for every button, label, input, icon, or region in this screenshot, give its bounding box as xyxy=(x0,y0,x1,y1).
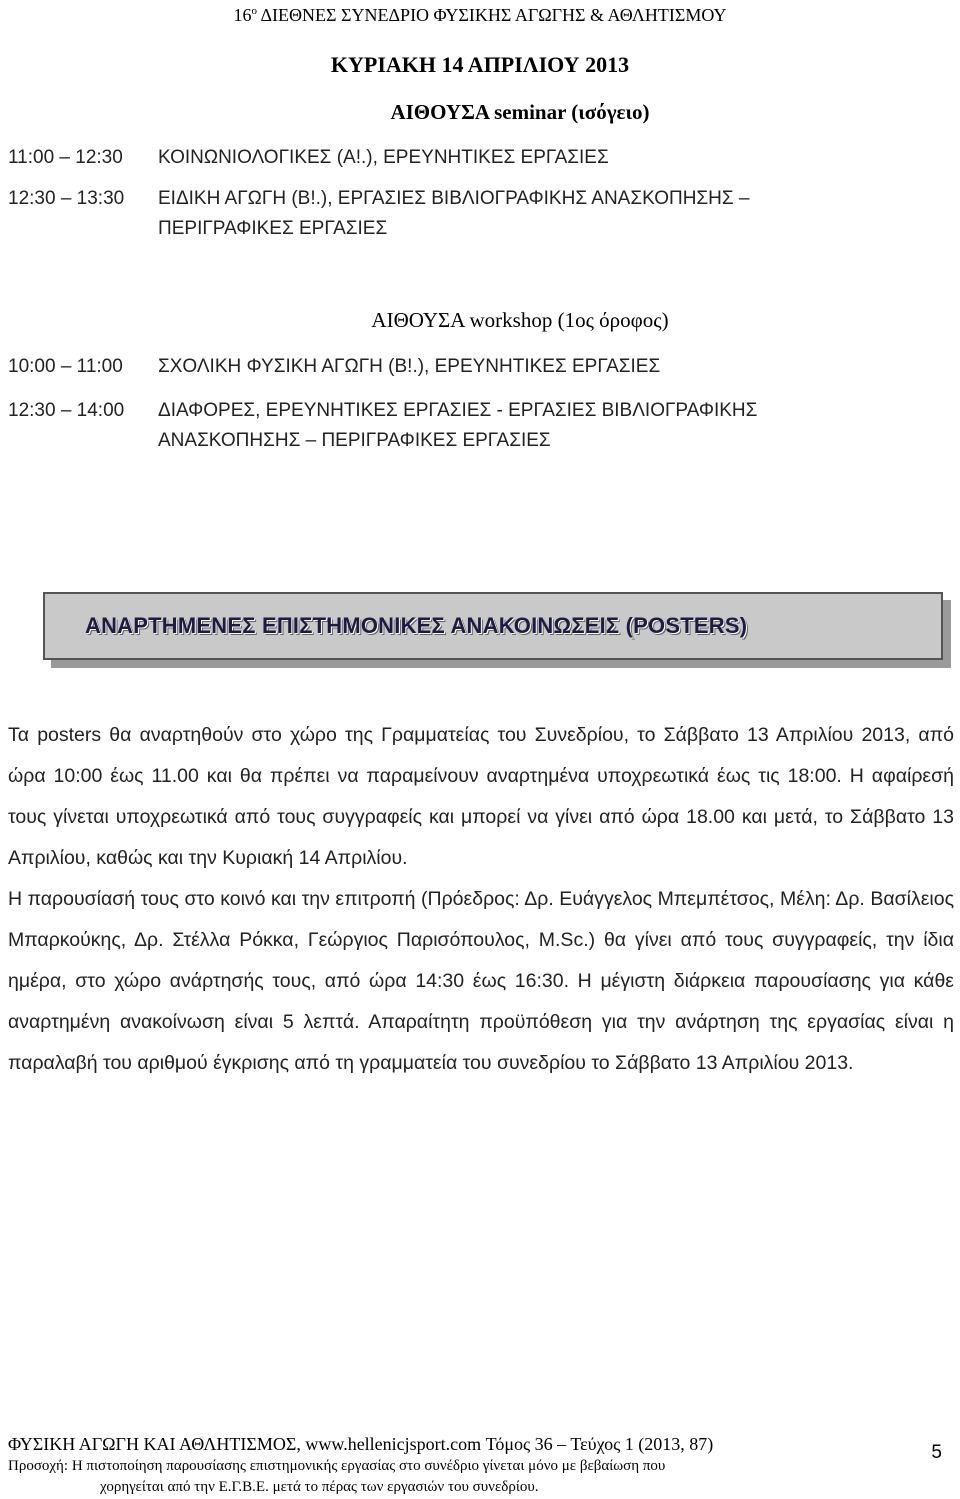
page-number: 5 xyxy=(931,1442,942,1463)
room1-title-bold: ΑΙΘΟΥΣΑ seminar xyxy=(390,100,567,124)
room2-session-2 xyxy=(8,396,958,456)
session-text-continued: ΠΕΡΙΓΡΑΦΙΚΕΣ ΕΡΓΑΣΙΕΣ xyxy=(158,218,388,239)
paragraph-schedule: Τα posters θα αναρτηθούν στο χώρο της Γραμματείας του Συνεδρίου, το Σάββατο 13 Απριλίου 2013, από ώρα 10:00 έως 11.00 και θα πρέπει να παραμείνουν αναρτημένα υποχρεωτικά έως τις 18:00. Η αφαίρεσή τους γίνεται υποχρεωτικά από τους συγγραφείς και μπορεί να γίνει από ώρα 18.00 και μετά, το Σάββατο 13 Απριλίου, καθώς και την Κυριακή 14 Απριλίου. xyxy=(8,724,954,869)
session-time: 12:30 – 14:00 xyxy=(8,400,125,421)
header-superscript: ο xyxy=(251,5,257,17)
session-text: ΣΧΟΛΙΚΗ ΦΥΣΙΚΗ ΑΓΩΓΗ (Β!.), ΕΡΕΥΝΗΤΙΚΕΣ ΕΡΓΑΣΙΕΣ xyxy=(158,356,661,377)
page-footer xyxy=(8,1432,948,1498)
session-time: 11:00 – 12:30 xyxy=(8,147,123,168)
header-prefix: 16 xyxy=(233,5,252,25)
session-text: ΔΙΑΦΟΡΕΣ, ΕΡΕΥΝΗΤΙΚΕΣ ΕΡΓΑΣΙΕΣ - ΕΡΓΑΣΙΕΣ ΒΙΒΛΙΟΓΡΑΦΙΚΗΣ xyxy=(158,400,758,421)
session-text: ΕΙΔΙΚΗ ΑΓΩΓΗ (Β!.), ΕΡΓΑΣΙΕΣ ΒΙΒΛΙΟΓΡΑΦΙΚΗΣ ΑΝΑΣΚΟΠΗΣΗΣ – xyxy=(158,188,750,209)
journal-line: ΦΥΣΙΚΗ ΑΓΩΓΗ ΚΑΙ ΑΘΛΗΤΙΣΜΟΣ, www.hellenicjsport.com Τόμος 36 – Τεύχος 1 (2013, 87) xyxy=(8,1434,714,1454)
banner-text: ΑΝΑΡΤΗΜΕΝΕΣ ΕΠΙΣΤΗΜΟΝΙΚΕΣ ΑΝΑΚΟΙΝΩΣΕΙΣ (POSTERS) xyxy=(43,592,943,660)
footer-note-line-2: χορηγείται από την Ε.Γ.Β.Ε. μετά το πέρας των εργασιών του συνεδρίου. xyxy=(100,1479,539,1495)
room1-title-suffix: (ισόγειο) xyxy=(566,100,650,124)
room1-title xyxy=(40,100,960,125)
room2-title: ΑΙΘΟΥΣΑ workshop (1ος όροφος) xyxy=(371,308,669,332)
day-title: ΚΥΡΙΑΚΗ 14 ΑΠΡΙΛΙΟΥ 2013 xyxy=(330,52,630,77)
running-header xyxy=(0,0,960,26)
session-text-continued: ΑΝΑΣΚΟΠΗΣΗΣ – ΠΕΡΙΓΡΑΦΙΚΕΣ ΕΡΓΑΣΙΕΣ xyxy=(158,430,551,451)
posters-description xyxy=(8,715,954,1084)
room1-session-2 xyxy=(8,184,958,244)
session-time: 10:00 – 11:00 xyxy=(8,356,123,377)
session-text: ΚΟΙΝΩΝΙΟΛΟΓΙΚΕΣ (Α!.), ΕΡΕΥΝΗΤΙΚΕΣ ΕΡΓΑΣΙΕΣ xyxy=(158,147,609,168)
header-title: ΔΙΕΘΝΕΣ ΣΥΝΕΔΡΙΟ ΦΥΣΙΚΗΣ ΑΓΩΓΗΣ & ΑΘΛΗΤΙΣΜΟΥ xyxy=(256,5,727,25)
footer-note-line-1: Προσοχή: Η πιστοποίηση παρουσίασης επιστημονικής εργασίας στο συνέδριο γίνεται μόνο με βεβαίωση που xyxy=(8,1458,666,1474)
room2-session-1 xyxy=(8,352,958,382)
room1-session-1 xyxy=(8,143,958,173)
session-time: 12:30 – 13:30 xyxy=(8,188,125,209)
posters-banner xyxy=(43,592,943,660)
paragraph-presentation: Η παρουσίασή τους στο κοινό και την επιτροπή (Πρόεδρος: Δρ. Ευάγγελος Μπεμπέτσος, Μέλη: Δρ. Βασίλειος Μπαρκούκης, Δρ. Στέλλα Ρόκκα, Γεώργιος Παρισόπουλος, M.Sc.) θα γίνει από τους συγγραφείς, την ίδια ημέρα, στο χώρο ανάρτησής τους, από ώρα 14:30 έως 16:30. Η μέγιστη διάρκεια παρουσίασης για κάθε αναρτημένη ανακοίνωση είναι 5 λεπτά. Απαραίτητη προϋπόθεση για την ανάρτηση της εργασίας είναι η παραλαβή του αριθμού έγκρισης από τη γραμματεία του συνεδρίου το Σάββατο 13 Απριλίου 2013. xyxy=(8,888,954,1074)
